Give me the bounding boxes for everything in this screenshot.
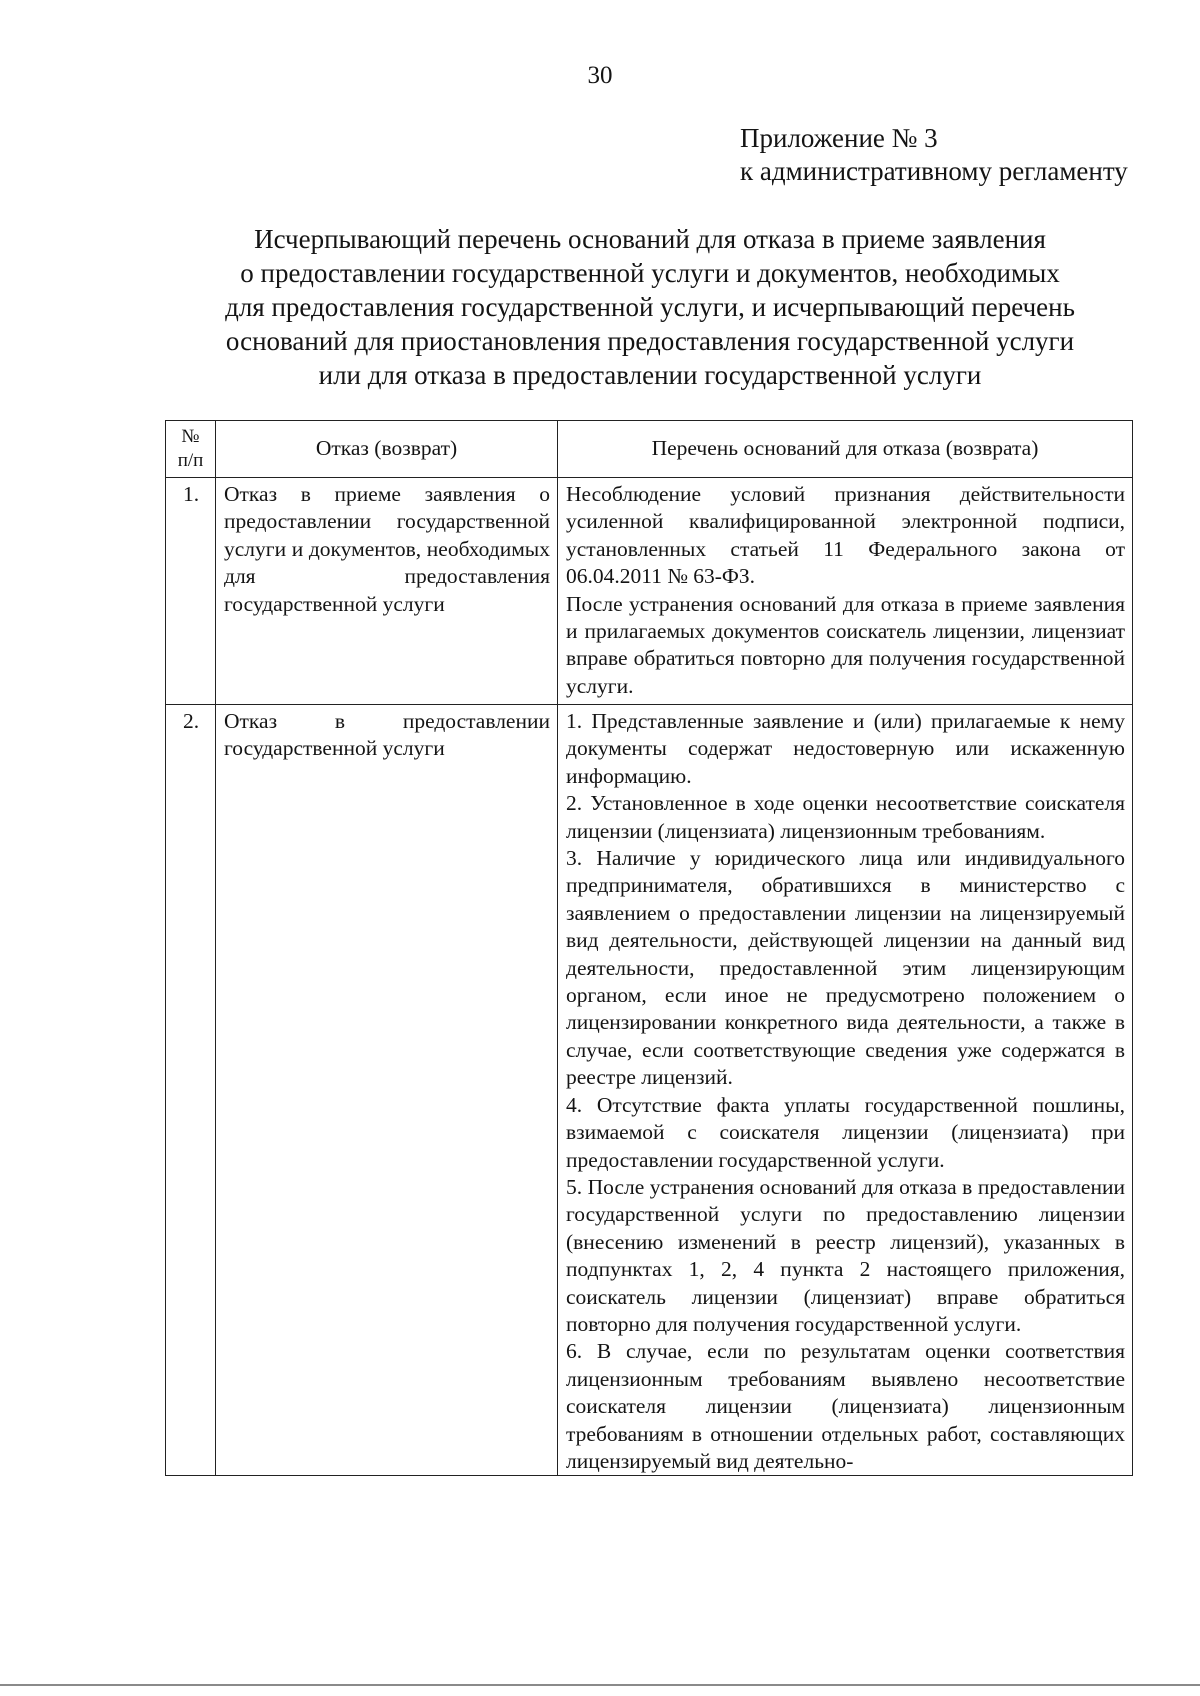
table-row (166, 705, 1133, 1476)
row-number: 1. (166, 478, 216, 705)
annex-line-2: к административному регламенту (740, 156, 1128, 186)
row-number: 2. (166, 705, 216, 1476)
document-title-line: оснований для приостановления предоставления государственной услуги (225, 326, 1075, 356)
ground-item: 4. Отсутствие факта уплаты государственной пошлины, взимаемой с соискателя лицензии (лицензиата) при предоставлении государственной услуги. (566, 1092, 1125, 1172)
row-grounds (558, 478, 1133, 705)
page-number: 30 (587, 62, 613, 89)
annex-line-1: Приложение № 3 (740, 123, 938, 153)
row-refusal: Отказ в предоставлении государственной услуги (216, 705, 558, 1476)
ground-item: Несоблюдение условий признания действительности усиленной квалифицированной электронной подписи, установленных статьей 11 Федерального закона от 06.04.2011 № 63-ФЗ. (566, 482, 1125, 589)
ground-item: 6. В случае, если по результатам оценки соответствия лицензионным требованиям выявлено несоответствие соискателя лицензии (лицензиата) лицензионным требованиям в отношении отдельных работ, составляющих лицензируемый вид деятельно- (566, 1339, 1125, 1473)
page-bottom-rule (0, 1684, 1200, 1686)
annex-heading (740, 122, 1128, 188)
ground-item: 5. После устранения оснований для отказа в предоставлении государственной услуги по предоставлению лицензии (внесению изменений в реестр лицензий), указанных в подпунктах 1, 2, 4 пункта 2 настоящего приложения, соискатель лицензии (лицензиат) вправе обратиться повторно для получения государственной услуги. (566, 1174, 1125, 1336)
header-number: № п/п (166, 421, 216, 478)
header-refusal: Отказ (возврат) (216, 421, 558, 478)
header-grounds: Перечень оснований для отказа (возврата) (558, 421, 1133, 478)
table-header-row (166, 421, 1133, 478)
grounds-table (165, 420, 1133, 1476)
document-title-line: или для отказа в предоставлении государственной услуги (318, 360, 982, 390)
document-title-line: для предоставления государственной услуги, и исчерпывающий перечень (225, 292, 1075, 322)
row-grounds (558, 705, 1133, 1476)
document-title-line: о предоставлении государственной услуги и документов, необходимых (240, 258, 1060, 288)
ground-item: 1. Представленные заявление и (или) прилагаемые к нему документы содержат недостоверную или искаженную информацию. (566, 709, 1125, 788)
ground-item: После устранения оснований для отказа в приеме заявления и прилагаемых документов соискатель лицензии, лицензиат вправе обратиться повторно для получения государственной услуги. (566, 591, 1125, 698)
ground-item: 2. Установленное в ходе оценки несоответствие соискателя лицензии (лицензиата) лицензионным требованиям. (566, 791, 1125, 843)
row-refusal: Отказ в приеме заявления о предоставлении государственной услуги и документов, необходимых для предоставления государственной услуги (216, 478, 558, 705)
table-row (166, 478, 1133, 705)
ground-item: 3. Наличие у юридического лица или индивидуального предпринимателя, обратившихся в министерство с заявлением о предоставлении лицензии на лицензируемый вид деятельности, действующей лицензии на данный вид деятельности, предоставленной этим лицензирующим органом, если иное не предусмотрено положением о лицензировании конкретного вида деятельности, а также в случае, если соответствующие сведения уже содержатся в реестре лицензий. (566, 846, 1125, 1090)
document-title (150, 222, 1150, 392)
document-title-line: Исчерпывающий перечень оснований для отказа в приеме заявления (254, 224, 1046, 254)
